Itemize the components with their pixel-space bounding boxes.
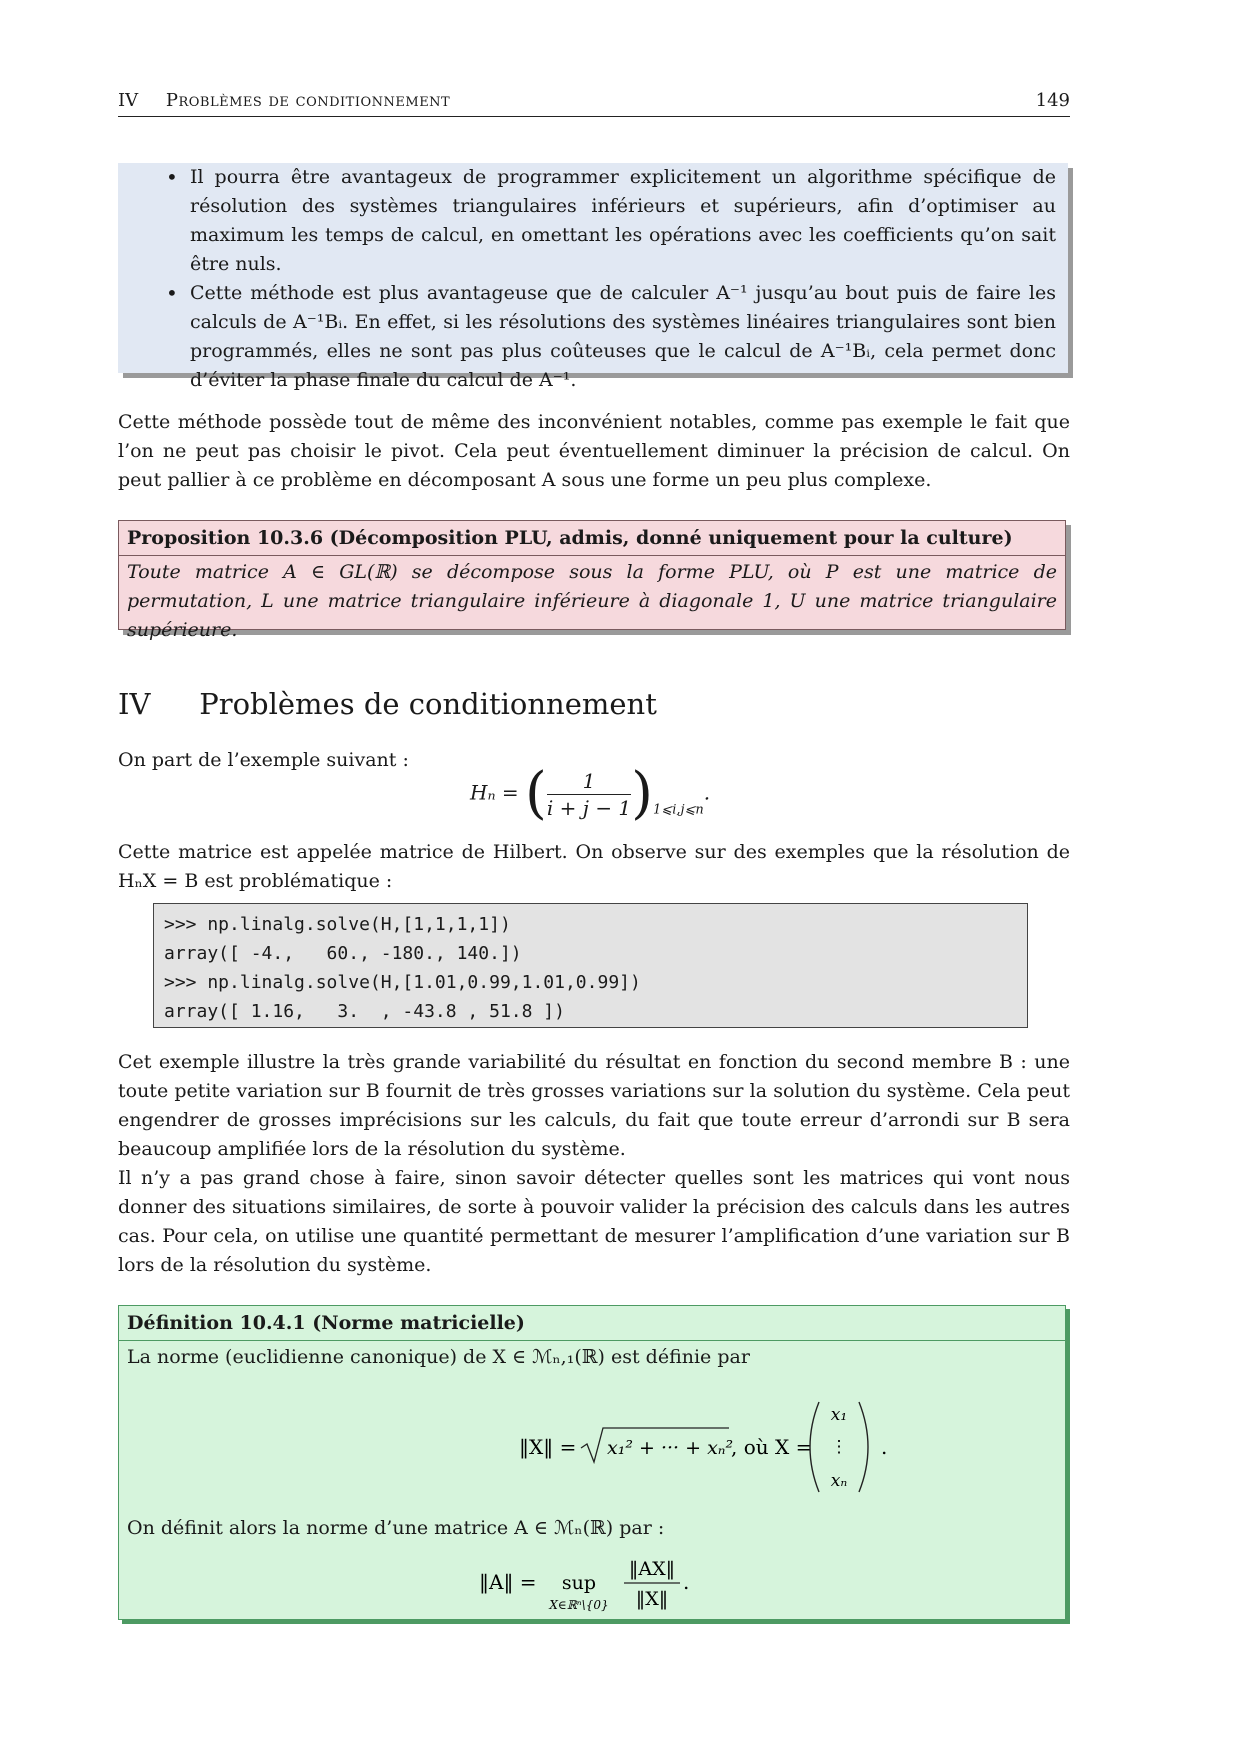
remarks-list xyxy=(118,163,1056,395)
matrix-norm-formula xyxy=(479,1553,839,1623)
paragraph: Cette méthode possède tout de même des inconvénient notables, comme pas exemple le fait que l’on ne peut pas choisir le pivot. Cela peut éventuellement diminuer la précision de calcul. On peut pallier à ce problème en décomposant A sous une forme un peu plus complexe. xyxy=(118,411,1070,491)
definition-line: On définit alors la norme d’une matrice A ∈ ℳₙ(ℝ) par : xyxy=(127,1517,665,1539)
fraction xyxy=(547,768,631,821)
proposition-body: Toute matrice A ∈ GL(ℝ) se décompose sous la forme PLU, où P est une matrice de permutation, L une matrice triangulaire inférieure à diagonale 1, U une matrice triangulaire supérieure. xyxy=(127,561,1057,641)
proposition-box xyxy=(118,520,1066,641)
paragraph: On part de l’exemple suivant : xyxy=(118,749,409,771)
definition-line: La norme (euclidienne canonique) de X ∈ ℳₙ,₁(ℝ) est définie par xyxy=(127,1346,750,1368)
equation-end: . xyxy=(703,780,711,805)
norm-x-radicand: x₁² + ··· + xₙ² xyxy=(607,1437,734,1459)
header-chapter-number: IV xyxy=(118,90,139,111)
vector-entry: ⋮ xyxy=(830,1437,848,1457)
equation-lhs: Hₙ = xyxy=(470,780,519,805)
code-line: >>> np.linalg.solve(H,[1.01,0.99,1.01,0.99]) xyxy=(164,972,641,993)
vector-norm-formula xyxy=(519,1392,919,1502)
code-line: array([ 1.16, 3. , -43.8 , 51.8 ]) xyxy=(164,1001,565,1022)
remark-item: • Cette méthode est plus avantageuse que de calculer A⁻¹ jusqu’au bout puis de faire les calculs de A⁻¹Bᵢ. En effet, si les résolutions des systèmes linéaires triangulaires sont bien programmés, elles ne sont pas plus coûteuses que le calcul de A⁻¹Bᵢ, cela permet donc d’éviter la phase finale du calcul de A⁻¹. xyxy=(118,279,1056,395)
sup-operator: sup xyxy=(561,1572,597,1594)
paragraph: Il n’y a pas grand chose à faire, sinon savoir détecter quelles sont les matrices qui vont nous donner des situations similaires, de sorte à pouvoir valider la précision des calculs dans les autres cas. Pour cela, on utilise une quantité permettant de mesurer l’amplification d’une variation sur B lors de la résolution du système. xyxy=(118,1167,1070,1276)
vector-entry: xₙ xyxy=(830,1471,848,1491)
code-line: >>> np.linalg.solve(H,[1,1,1,1]) xyxy=(164,914,511,935)
section-heading xyxy=(118,684,657,724)
hilbert-equation: Hₙ = ( $\frac{1}{i + j - 1}$ )$_{1⩽i,j⩽n}$. xyxy=(470,761,711,826)
header-chapter-title: Problèmes de conditionnement xyxy=(165,90,451,111)
header-chapter xyxy=(118,86,450,115)
norm-a-denominator: ‖X‖ xyxy=(635,1588,669,1610)
right-paren xyxy=(859,1402,868,1492)
page-number: 149 xyxy=(1035,90,1070,111)
norm-a-numerator: ‖AX‖ xyxy=(628,1558,676,1580)
fraction-numerator: 1 xyxy=(547,768,631,795)
definition-box xyxy=(118,1305,1066,1620)
norm-x-mid: , où X = xyxy=(731,1435,813,1459)
matrix-norm-equation xyxy=(479,1553,839,1613)
section-title: Problèmes de conditionnement xyxy=(199,687,657,721)
running-header xyxy=(118,86,1070,117)
vector-entry: x₁ xyxy=(830,1405,848,1425)
section-number: IV xyxy=(118,687,151,721)
paragraph: Cet exemple illustre la très grande variabilité du résultat en fonction du second membre B : une toute petite variation sur B fournit de très grosses variations sur la solution du système. Cela peut engendrer de grosses imprécisions sur les calculs, du fait que toute erreur d’arrondi sur B sera beaucoup amplifiée lors de la résolution du système. xyxy=(118,1051,1070,1160)
norm-a-lhs: ‖A‖ = xyxy=(479,1570,537,1594)
remark-item: • Il pourra être avantageux de programmer explicitement un algorithme spécifique de résolution des systèmes triangulaires inférieurs et supérieurs, afin d’optimiser au maximum les temps de calcul, en omettant les opérations avec les coefficients qu’on sait être nuls. xyxy=(118,163,1056,279)
norm-x-lhs: ‖X‖ = xyxy=(519,1435,577,1459)
index-range: 1⩽i,j⩽n xyxy=(653,802,704,818)
code-line: array([ -4., 60., -180., 140.]) xyxy=(164,943,522,964)
norm-a-end: . xyxy=(683,1570,690,1594)
proposition-title: Proposition 10.3.6 (Décomposition PLU, admis, donné uniquement pour la culture) xyxy=(119,521,1065,556)
norm-x-end: . xyxy=(881,1435,888,1459)
vector-norm-equation xyxy=(519,1392,919,1502)
paragraph: Cette matrice est appelée matrice de Hilbert. On observe sur des exemples que la résolution de HₙX = B est problématique : xyxy=(118,841,1070,892)
remarks-box xyxy=(118,163,1068,391)
fraction-denominator: i + j − 1 xyxy=(546,795,632,820)
definition-title: Définition 10.4.1 (Norme matricielle) xyxy=(119,1306,1065,1341)
sup-subscript: X∈ℝⁿ\{0} xyxy=(549,1598,609,1612)
code-block xyxy=(153,903,1028,1028)
